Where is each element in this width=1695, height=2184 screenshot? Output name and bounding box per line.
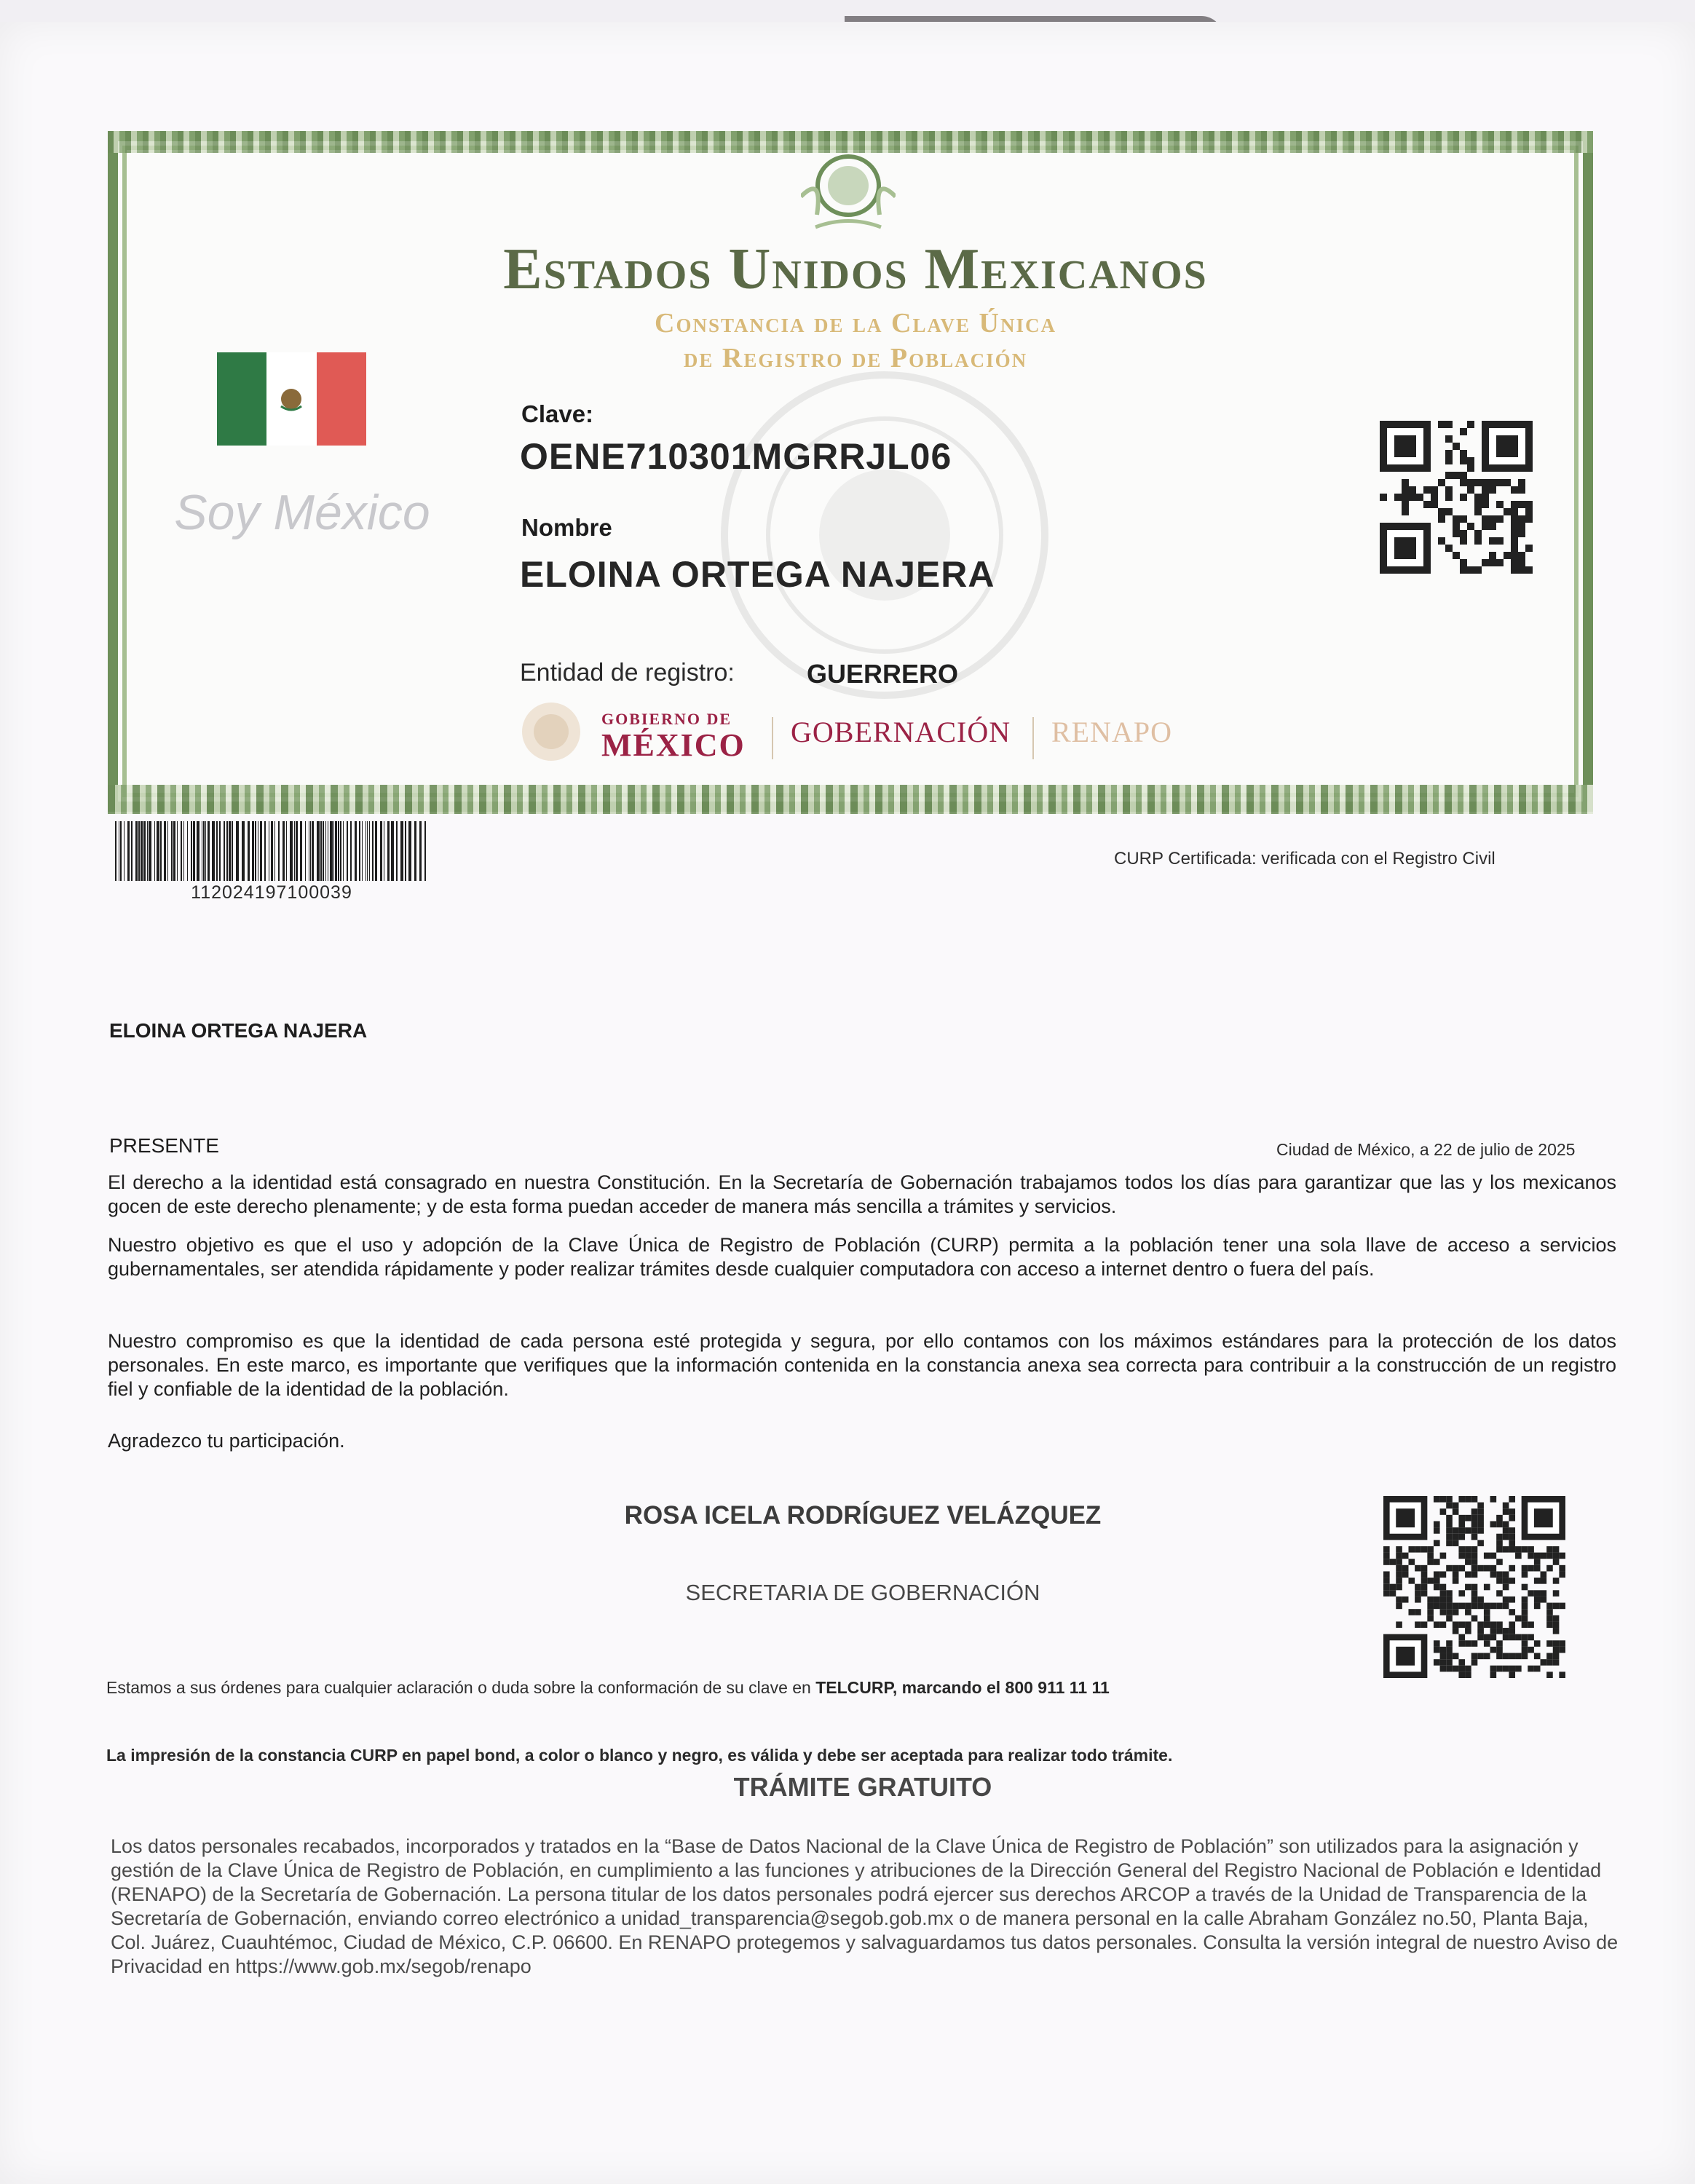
nombre-value: ELOINA ORTEGA NAJERA (520, 554, 995, 595)
paragraph-3: Nuestro compromiso es que la identidad de cada persona esté protegida y segura, por ello contamos con los máximos estándares para la protección de los datos personales. En este marco, es importante que verifiques que la información contenida en la constancia anexa sea correcta para contribuir a la construcción de un registro fiel y confiable de la identidad de la población. (108, 1330, 1616, 1400)
privacy-notice: Los datos personales recabados, incorporados y tratados en la “Base de Datos Nacional de la Clave Única de Registro de Población” son utilizados para la asignación y gestión de la Clave Única de Registro de Población, en cumplimiento a las funciones y atribuciones de la Dirección General del Registro Nacional de Población e Identidad (RENAPO) de la Secretaría de Gobernación. La persona titular de los datos personales podrá ejercer sus derechos ARCOP a través de la Unidad de Transparencia de la Secretaría de Gobernación, enviando correo electrónico a unidad_transparencia@segob.gob.mx o de manera personal en la calle Abraham González no.50, Planta Baja, Col. Juárez, Cuauhtémoc, Ciudad de México, C.P. 06600. En RENAPO protegemos y salvaguardamos tus datos personales. Consulta la versión integral de nuestro Aviso de Privacidad en https://www.gob.mx/segob/renapo (111, 1835, 1619, 1977)
frame-bottom-pattern (108, 785, 1593, 814)
renapo-logo-text: RENAPO (1051, 716, 1173, 748)
print-validity-notice: La impresión de la constancia CURP en papel bond, a color o blanco y negro, es válida y debe ser aceptada para realizar todo trámite. (106, 1746, 1173, 1765)
seal-watermark (714, 364, 1056, 706)
soy-mexico-slogan: Soy México (174, 485, 430, 540)
mexico-flag-icon (217, 352, 366, 446)
qr-code-icon (1376, 421, 1536, 574)
document-title-line-1: Constancia de la Clave Única (655, 308, 1056, 339)
barcode-number: 112024197100039 (191, 882, 352, 903)
signer-role: SECRETARIA DE GOBERNACIÓN (685, 1580, 1040, 1605)
logo-divider (772, 717, 773, 759)
contact-text: Estamos a sus órdenes para cualquier aclaración o duda sobre la conformación de su clave en (106, 1678, 811, 1697)
clave-value: OENE710301MGRRJL06 (520, 436, 952, 477)
free-procedure-label: TRÁMITE GRATUITO (733, 1772, 992, 1802)
logo-divider (1032, 717, 1034, 759)
document-title-line-2: de Registro de Población (683, 343, 1028, 373)
entidad-value: GUERRERO (807, 659, 959, 689)
barcode-icon (115, 821, 428, 881)
entidad-label: Entidad de registro: (520, 659, 735, 687)
gobierno-de-text: GOBIERNO DE (601, 710, 732, 728)
gobernacion-logo-text: GOBERNACIÓN (791, 716, 1011, 748)
closing: Agradezco tu participación. (108, 1430, 345, 1452)
clave-label: Clave: (521, 400, 594, 427)
country-title: Estados Unidos Mexicanos (503, 237, 1208, 301)
contact-line (106, 1678, 1110, 1698)
paragraph-1: El derecho a la identidad está consagrado en nuestra Constitución. En la Secretaría de Gobernación trabajamos todos los días para garantizar que las y los mexicanos gocen de este derecho plenamente; y de esta forma puedan acceder de manera más sencilla a trámites y servicios. (108, 1171, 1616, 1217)
signer-name: ROSA ICELA RODRÍGUEZ VELÁZQUEZ (624, 1501, 1102, 1530)
mexican-coat-of-arms-icon (801, 146, 896, 233)
letter-date: Ciudad de México, a 22 de julio de 2025 (1276, 1140, 1576, 1159)
mexico-logo-text: MÉXICO (601, 727, 746, 763)
gobierno-logo-icon (518, 699, 584, 764)
paragraph-2: Nuestro objetivo es que el uso y adopción de la Clave Única de Registro de Población (CURP) permita a la población tener una sola llave de acceso a servicios gubernamentales, ser atendida rápidamente y poder realizar trámites desde cualquier computadora con acceso a internet dentro o fuera del país. (108, 1234, 1616, 1280)
qr-code-icon (1380, 1496, 1569, 1678)
recipient-name: ELOINA ORTEGA NAJERA (109, 1019, 368, 1042)
certified-note: CURP Certificada: verificada con el Registro Civil (1114, 849, 1496, 869)
nombre-label: Nombre (521, 514, 612, 541)
telcurp-phone: TELCURP, marcando el 800 911 11 11 (815, 1678, 1110, 1697)
salutation: PRESENTE (109, 1134, 219, 1157)
